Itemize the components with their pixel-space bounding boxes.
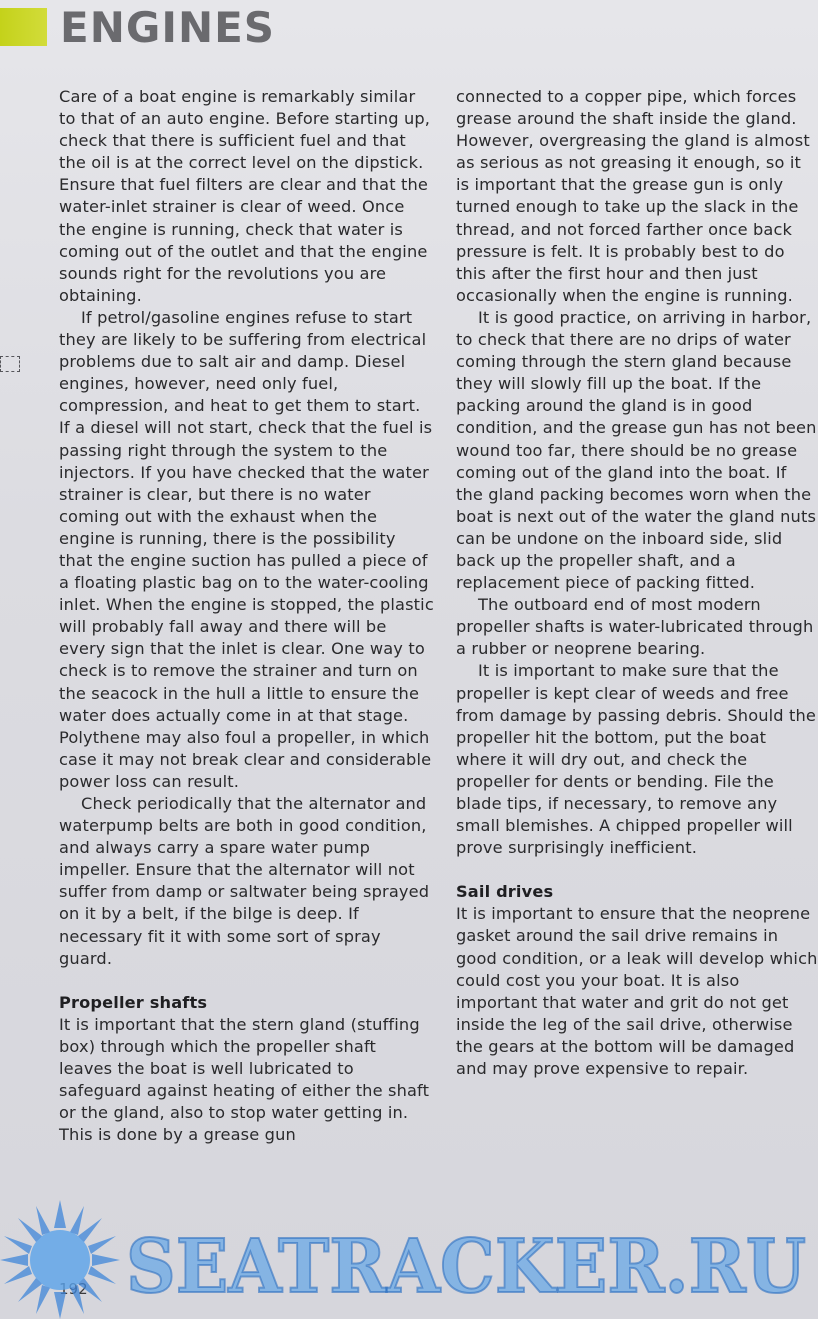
edge-marker-icon xyxy=(0,356,20,372)
paragraph: If petrol/gasoline engines refuse to start they are likely to be suffering from electrical problems due to salt air and damp. Diesel engines, however, need only fuel, compression, and heat to get them to start. If a diesel will not start, check that the fuel is passing right through the system to the injectors. If you have checked that the water strainer is clear, but there is no water coming out with the exhaust when the engine is running, there is the possibility that the engine suction has pulled a piece of a floating plastic bag on to the water-cooling inlet. When the engine is stopped, the plastic will probably fall away and there will be every sign that the inlet is clear. One way to check is to remove the strainer and turn on the seacock in the hull a little to ensure the water does actually come in at that stage. Polythene may also foul a propeller, in which case it may not break clear and considerable power loss can result. xyxy=(59,307,434,791)
chapter-heading: ENGINES xyxy=(60,3,276,52)
paragraph: It is important to make sure that the propeller is kept clear of weeds and free from damage by passing debris. Should the propeller hit the bottom, put the boat where it will dry out, and check the propeller for dents or bending. File the blade tips, if necessary, to remove any small blemishes. A chipped propeller will prove surprisingly inefficient. xyxy=(456,661,817,858)
paragraph: The outboard end of most modern propeller shafts is water-lubricated through a rubber or neoprene bearing. xyxy=(456,595,814,659)
paragraph: It is important that the stern gland (stuffing box) through which the propeller shaft leaves the boat is well lubricated to safeguard against heating of either the shaft or the gland, also to stop water getting in. This is done by a grease gun xyxy=(59,1014,430,1145)
paragraph: Check periodically that the alternator and waterpump belts are both in good condition, and always carry a spare water pump impeller. Ensure that the alternator will not suffer from damp or saltwater being sprayed on it by a belt, if the bilge is deep. If necessary fit it with some sort of spray guard. xyxy=(59,794,430,968)
left-column xyxy=(59,86,434,1146)
subheading-sail-drives: Sail drives xyxy=(456,882,554,902)
paragraph: It is good practice, on arriving in harbor, to check that there are no drips of water coming through the stern gland because they will slowly fill up the boat. If the packing around the gland is in good condition, and the grease gun has not been wound too far, there should be no grease coming out of the gland into the boat. If the gland packing becomes worn when the boat is next out of the water the gland nuts can be undone on the inboard side, slid back up the propeller shaft, and a replacement piece of packing fitted. xyxy=(456,307,817,593)
section-color-tab xyxy=(0,8,47,46)
watermark-logo xyxy=(0,1198,818,1319)
section-spacer xyxy=(59,970,434,992)
subheading-propeller-shafts: Propeller shafts xyxy=(59,992,208,1012)
paragraph: connected to a copper pipe, which forces grease around the shaft inside the gland. However, overgreasing the gland is almost as serious as not greasing it enough, so it is important that the grease gun is only turned enough to take up the slack in the thread, and not forced farther once back pressure is felt. It is probably best to do this after the first hour and then just occasionally when the engine is running. xyxy=(456,87,810,305)
paragraph: Care of a boat engine is remarkably similar to that of an auto engine. Before starting up, check that there is sufficient fuel and that the oil is at the correct level on the dipstick. Ensure that fuel filters are clear and that the water-inlet strainer is clear of weed. Once the engine is running, check that water is coming out of the outlet and that the engine sounds right for the revolutions you are obtaining. xyxy=(59,87,431,305)
section-spacer xyxy=(456,859,818,881)
sun-icon xyxy=(0,1200,120,1319)
right-column xyxy=(456,86,818,1080)
watermark-text: SEATRACKER.RU xyxy=(126,1224,806,1310)
paragraph: It is important to ensure that the neoprene gasket around the sail drive remains in good condition, or a leak will develop which could cost you your boat. It is also important that water and grit do not get inside the leg of the sail drive, otherwise the gears at the bottom will be damaged and may prove expensive to repair. xyxy=(456,904,818,1079)
